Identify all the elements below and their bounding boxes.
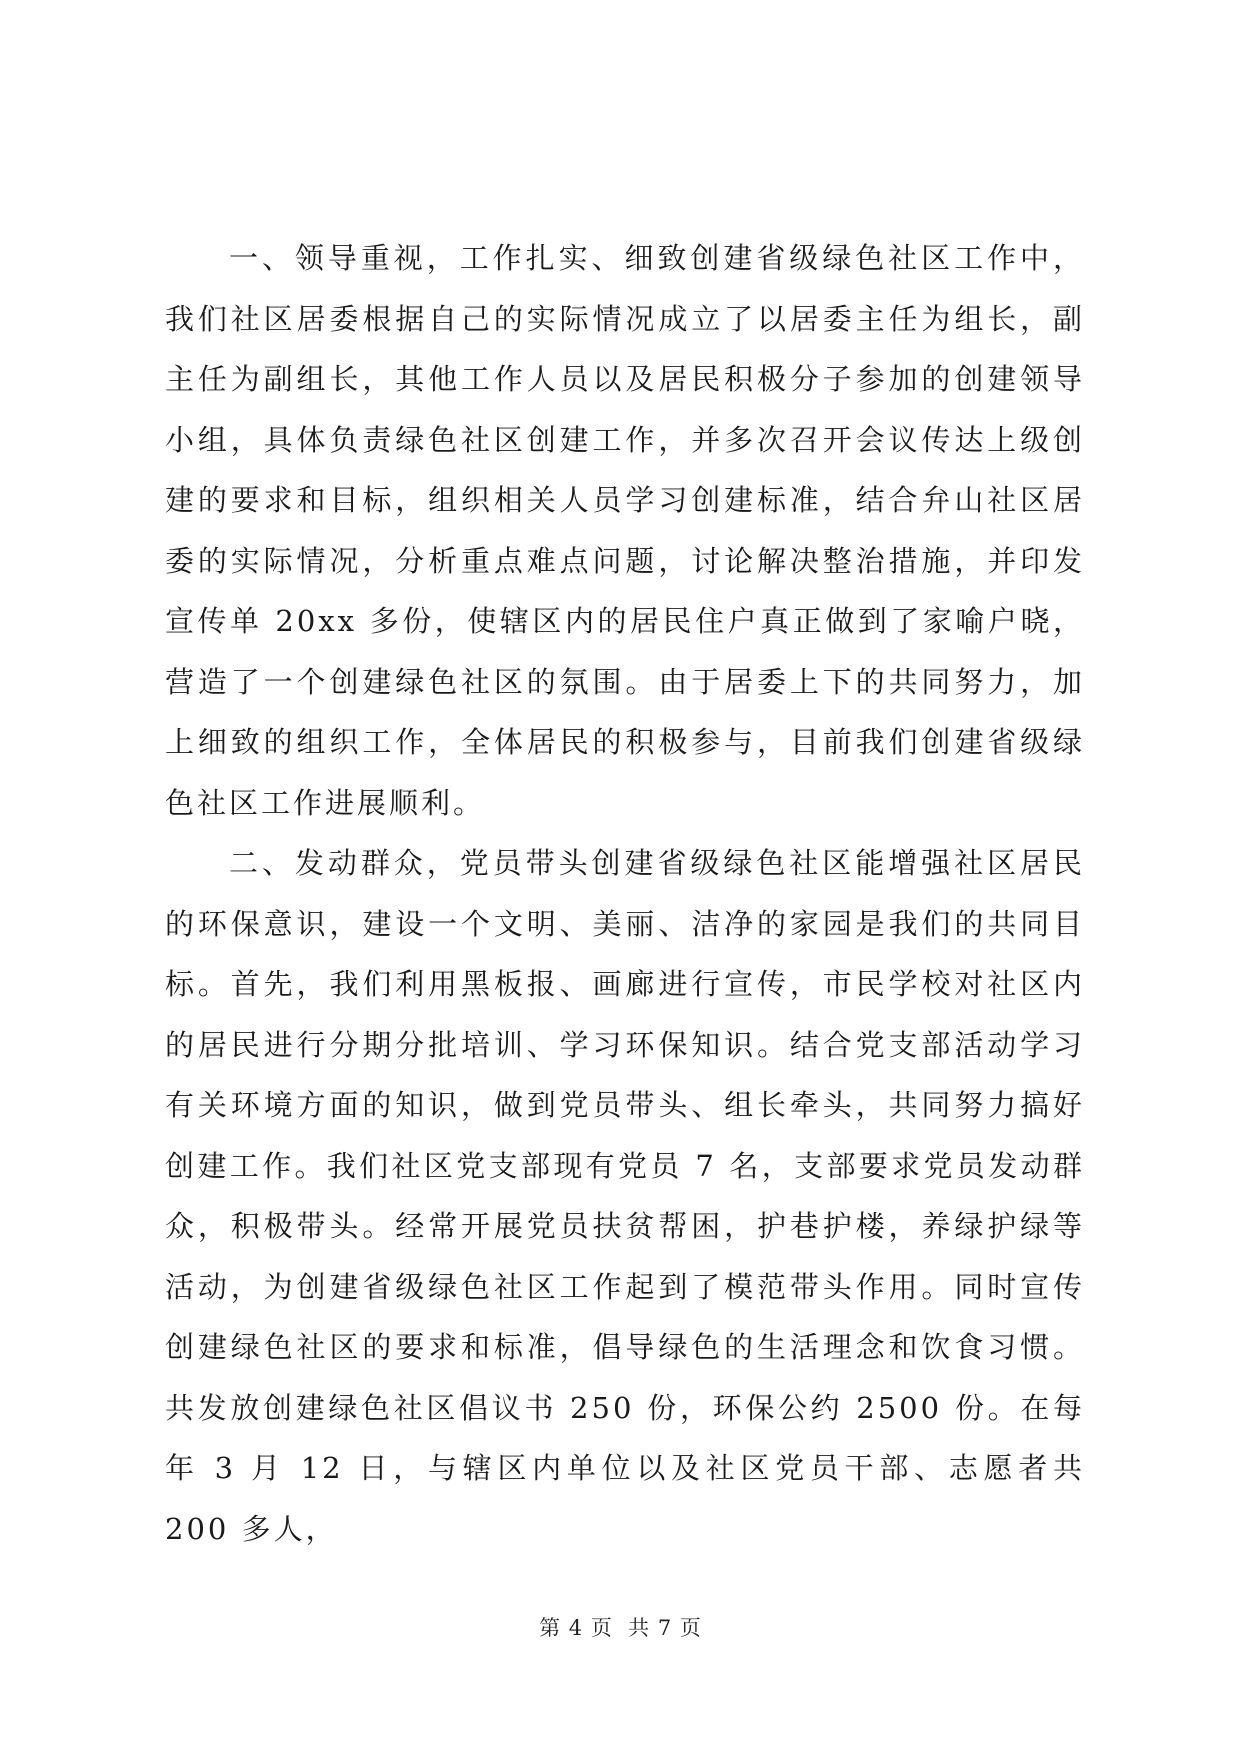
paragraph-leadership: 一、领导重视，工作扎实、细致创建省级绿色社区工作中，我们社区居委根据自己的实际情况成立了以居委主任为组长，副主任为副组长，其他工作人员以及居民积极分子参加的创建领导小组，具体负责绿色社区创建工作，并多次召开会议传达上级创建的要求和目标，组织相关人员学习创建标准，结合弁山社区居委的实际情况，分析重点难点问题，讨论解决整治措施，并印发宣传单 20xx 多份，使辖区内的居民住户真正做到了家喻户晓，营造了一个创建绿色社区的氛围。由于居委上下的共同努力，加上细致的组织工作，全体居民的积极参与，目前我们创建省级绿色社区工作进展顺利。 <box>165 241 1085 820</box>
document-body <box>165 228 1085 1559</box>
page-footer <box>0 1612 1241 1642</box>
paragraph-mobilization: 二、发动群众，党员带头创建省级绿色社区能增强社区居民的环保意识，建设一个文明、美丽、洁净的家园是我们的共同目标。首先，我们利用黑板报、画廊进行宣传，市民学校对社区内的居民进行分期分批培训、学习环保知识。结合党支部活动学习有关环境方面的知识，做到党员带头、组长牵头，共同努力搞好创建工作。我们社区党支部现有党员 7 名，支部要求党员发动群众，积极带头。经常开展党员扶贫帮困，护巷护楼，养绿护绿等活动，为创建省级绿色社区工作起到了模范带头作用。同时宣传创建绿色社区的要求和标准，倡导绿色的生活理念和饮食习惯。共发放创建绿色社区倡议书 250 份，环保公约 2500 份。在每年 3 月 12 日，与辖区内单位以及社区党员干部、志愿者共 200 多人， <box>165 846 1085 1546</box>
page-number: 第 4 页 共 7 页 <box>539 1616 702 1640</box>
